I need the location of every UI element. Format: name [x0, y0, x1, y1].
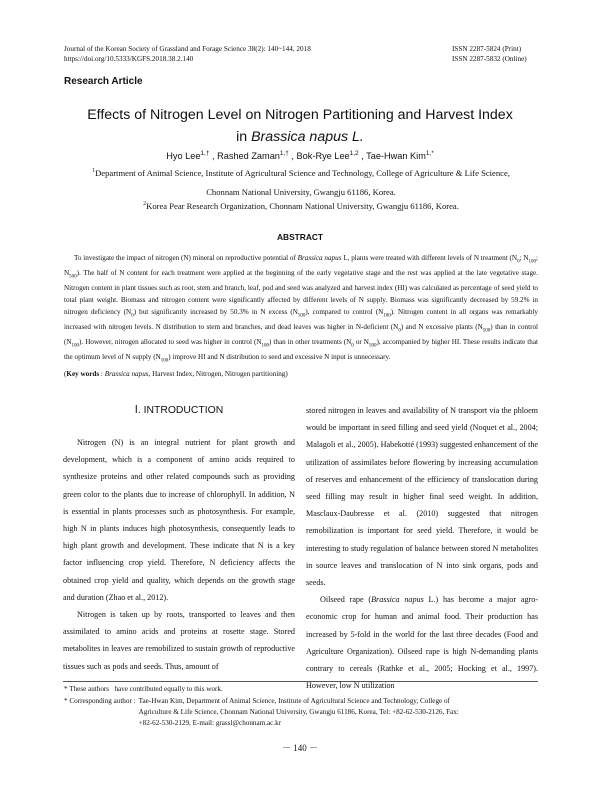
- affiliation-num: 2: [143, 201, 147, 207]
- footnote-text: have contributed equally to this work.: [114, 685, 223, 693]
- author-sup: 1,2: [349, 150, 359, 157]
- author-separator: ,: [358, 151, 367, 162]
- author-name: Bok-Rye Lee: [296, 151, 350, 162]
- author-sup: 1,†: [279, 150, 289, 157]
- issn-print: ISSN 2287-5824 (Print): [452, 45, 522, 53]
- footnote-line: Tae-Hwan Kim, Department of Animal Science, Institute of Agricultural Science and Technology, College of: [138, 697, 450, 705]
- section-heading-introduction: Ⅰ. INTRODUCTION: [134, 405, 224, 416]
- body-paragraph: Oilseed rape (Brassica napus L.) has become a major agro-economic crop for human and animal food. Their production has increased by 5-fold in the world for the last three decades (Food and Agriculture Organization). Oilseed rape is high N-demanding plants contrary to cereals (Rathke et al., 2005; Hocking et al., 1997). However, low N utilization: [306, 595, 538, 691]
- affiliation-line: Korea Pear Research Organization, Chonnam National University, Gwangju 61186, Korea.: [146, 200, 459, 211]
- body-paragraph: Nitrogen is taken up by roots, transported to leaves and then assimilated to amino acids and proteins at rosette stage. Stored metabolites in leaves are remobilized to sustain growth of reproductive tissues such as pods and seeds. Thus, amount of: [63, 610, 295, 671]
- page-number: － 140 －: [281, 743, 318, 753]
- article-type: Research Article: [64, 76, 143, 87]
- affiliation-2: [62, 197, 540, 214]
- author-separator: ,: [288, 151, 297, 162]
- column-left: [63, 434, 295, 675]
- paper-title: [40, 104, 560, 148]
- footnote-corresponding-author: [64, 696, 540, 729]
- abstract-body: [64, 253, 538, 367]
- author-name: Hyo Lee: [166, 151, 201, 162]
- keywords: (Key words : Brassica napus, Harvest Index, Nitrogen, Nitrogen partitioning): [64, 370, 288, 378]
- issn-online: ISSN 2287-5832 (Online): [452, 55, 527, 63]
- keywords-text: : Brassica napus, Harvest Index, Nitrogen, Nitrogen partitioning): [100, 370, 288, 378]
- title-line-1: Effects of Nitrogen Level on Nitrogen Partitioning and Harvest Index: [87, 107, 513, 123]
- journal-citation: Journal of the Korean Society of Grassland and Forage Science 38(2): 140~144, 2018: [64, 45, 311, 53]
- footnote-equal-contribution: [64, 684, 540, 695]
- body-paragraph: Nitrogen (N) is an integral nutrient for plant growth and development, which is a component of amino acids required to synthesize proteins and other related compounds such as providing green color to the plants due to increase of chlorophyll. In addition, N is essential in plants processes such as photosynthesis. For example, high N in plants induces high photosynthesis, consequently leads to high plant growth and development. These indicate that N is a key factor influencing crop yield. Therefore, N deficiency affects the obtained crop yield and quality, which depends on the growth stage and duration (Zhao et al., 2012).: [63, 438, 295, 602]
- title-species: Brassica napus L.: [251, 129, 364, 145]
- journal-header: [64, 44, 311, 64]
- title-line-2: [40, 126, 560, 148]
- footnote-label: * Corresponding author :: [64, 697, 136, 705]
- footnote-line: +82-62-530-2129, E-mail: grassl@chonnam.ac.kr: [138, 719, 282, 727]
- author-name: Rashed Zaman: [217, 151, 280, 162]
- column-right: [306, 402, 538, 694]
- abstract-heading: ABSTRACT: [276, 232, 324, 242]
- body-paragraph: stored nitrogen in leaves and availability of N transport via the phloem would be important in seed filling and seed yield (Noquet et al., 2004; Malagoli et al., 2005). Habekotté (1993) suggested enhancement of the utilization of assimilates before flowering by increasing accumulation of reserves and enhancement of the efficiency of translocation during seed filling may result in higher final seed weight. In addition, Masclaux-Daubresse et al. (2010) suggested that nitrogen remobilization is important for seed yield. Therefore, it would be interesting to study regulation of balance between stored N metabolites in source leaves and translocation of N into sink organs, pods and seeds.: [306, 406, 538, 588]
- author-sup: 1,†: [200, 150, 210, 157]
- author-list: [40, 150, 560, 161]
- author-separator: ,: [209, 151, 218, 162]
- footnote-line: Agriculture & Life Science, Chonnam National University, Gwangju 61186, Korea, Tel: +82-62-530-2126, Fax:: [138, 708, 459, 716]
- author-sup: 1,*: [425, 150, 434, 157]
- affiliation-line: Chonnam National University, Gwangju 61186, Korea.: [206, 186, 396, 197]
- issn-block: [452, 44, 527, 64]
- doi-link[interactable]: https://doi.org/10.5333/KGFS.2018.38.2.140: [64, 55, 194, 63]
- abstract-text: To investigate the impact of nitrogen (N) mineral on reproductive potential of Brassica napus L, plants were treated with different levels of N treatment ($N_0$; $N_{100}$; $N_{500}$). The half of N content for each treatment were applied at the beginning of the early vegetative stage and the rest was applied at the late vegetative stage. Nitrogen content in plant tissues such as root, stem and branch, leaf, pod and seed was analyzed and harvest index (HI) was calculated as percentage of seed yield to total plant weight. Biomass and nitrogen content were significantly affected by different levels of N supply. Biomass was significantly decreased by 59.2% in nitrogen deficiency $(N_0)$ but significantly increased by 50.3% in N excess $(N_{500})$, compared to control $(N_{100})$. Nitrogen content in all organs was remarkably increased with nitrogen levels. N distribution to stem and branches, and dead leaves was higher in N-deficient $(N_0)$ and N excessive plants $(N_{500})$ than in control $(N_{100})$. However, nitrogen allocated to seed was higher in control $(N_{100})$ than in other treatments ($N_0$ or $N_{500}$), accompanied by higher HI. These results indicate that the optimum level of N supply $(N_{100})$ improve HI and N distribution to seed and excessive N input is unnecessary.: [64, 254, 538, 364]
- footnote-divider: [63, 681, 538, 682]
- affiliation-1: [62, 164, 540, 200]
- affiliation-line: Department of Animal Science, Institute of Agricultural Science and Technology, College of Agriculture & Life Science,: [95, 167, 510, 178]
- title-prefix: in: [236, 129, 252, 145]
- keywords-label: Key words: [66, 370, 100, 378]
- footnote-label: * These authors: [64, 685, 110, 693]
- footnote-text: [139, 696, 459, 729]
- author-name: Tae-Hwan Kim: [366, 151, 426, 162]
- affiliation-num: 1: [92, 168, 96, 174]
